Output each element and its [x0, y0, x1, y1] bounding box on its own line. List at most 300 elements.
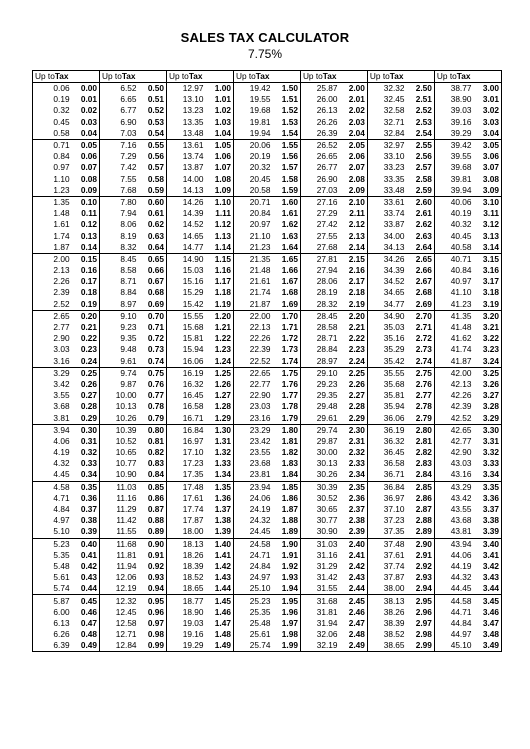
price-cell: 35.29 [367, 344, 406, 355]
price-cell: 38.00 [367, 583, 406, 595]
price-cell: 22.77 [233, 379, 272, 390]
price-cell: 30.13 [300, 458, 339, 469]
price-cell: 39.16 [434, 117, 473, 128]
price-cell: 16.84 [166, 424, 205, 436]
table-row [33, 287, 502, 298]
price-cell: 19.42 [233, 83, 272, 95]
price-cell: 6.52 [99, 83, 138, 95]
price-cell: 38.65 [367, 640, 406, 652]
price-cell: 22.90 [233, 390, 272, 401]
tax-cell: 2.54 [406, 128, 434, 140]
column-header-tax: Tax [121, 71, 136, 81]
price-cell: 14.90 [166, 253, 205, 265]
price-cell: 0.19 [33, 94, 72, 105]
tax-cell: 3.02 [473, 105, 501, 116]
price-cell: 13.35 [166, 117, 205, 128]
tax-cell: 1.32 [214, 447, 231, 458]
price-cell: 26.77 [300, 162, 339, 173]
tax-cell: 1.48 [214, 629, 231, 640]
price-cell: 36.58 [367, 458, 406, 469]
table-body [33, 83, 502, 652]
tax-cell: 3.15 [473, 253, 501, 265]
tax-cell: 0.34 [72, 469, 100, 481]
tax-cell: 2.34 [340, 469, 368, 481]
price-cell: 3.81 [33, 412, 72, 424]
price-cell: 14.13 [166, 185, 205, 197]
price-cell: 40.06 [434, 196, 473, 208]
price-cell: 23.42 [233, 436, 272, 447]
price-cell: 2.52 [33, 299, 72, 311]
price-cell: 24.97 [233, 572, 272, 583]
price-cell: 13.10 [166, 94, 205, 105]
price-cell: 26.26 [300, 117, 339, 128]
tax-cell: 1.61 [281, 208, 298, 219]
price-cell: 27.94 [300, 265, 339, 276]
table-row [33, 469, 502, 481]
tax-cell: 3.22 [473, 333, 501, 344]
table-row [33, 401, 502, 412]
tax-cell: 2.65 [415, 253, 432, 264]
price-cell: 10.39 [99, 424, 138, 436]
tax-cell: 2.01 [348, 94, 365, 105]
tax-cell: 2.05 [348, 140, 365, 151]
price-cell: 10.65 [99, 447, 138, 458]
price-cell: 14.26 [166, 196, 205, 208]
price-cell: 37.74 [367, 561, 406, 572]
price-cell: 35.03 [367, 322, 406, 333]
tax-cell: 2.82 [415, 447, 432, 458]
tax-cell: 0.47 [80, 617, 97, 628]
price-cell: 17.74 [166, 504, 205, 515]
price-cell: 24.32 [233, 515, 272, 526]
table-row [33, 196, 502, 208]
tax-cell: 2.40 [348, 538, 365, 549]
table-row [33, 242, 502, 254]
tax-cell: 3.48 [473, 629, 501, 640]
price-cell: 4.19 [33, 447, 72, 458]
price-cell: 34.39 [367, 265, 406, 276]
price-cell: 16.06 [166, 356, 205, 368]
tax-cell: 2.27 [348, 390, 365, 401]
table-row [33, 83, 502, 95]
price-cell: 36.19 [367, 424, 406, 436]
table-row [33, 412, 502, 424]
tax-cell: 0.60 [147, 196, 164, 207]
tax-cell: 3.30 [473, 424, 501, 436]
tax-cell: 1.75 [281, 367, 298, 378]
column-header-prefix: Up to [302, 71, 323, 81]
tax-cell: 3.29 [473, 412, 501, 424]
tax-cell: 1.95 [281, 595, 298, 606]
tax-cell: 0.89 [139, 526, 167, 538]
price-cell: 27.29 [300, 208, 339, 219]
price-cell: 41.74 [434, 344, 473, 355]
price-cell: 40.71 [434, 253, 473, 265]
price-cell: 30.77 [300, 515, 339, 526]
tax-cell: 0.72 [147, 333, 164, 344]
tax-cell: 3.47 [473, 618, 501, 629]
table-row [33, 629, 502, 640]
tax-cell: 0.22 [80, 333, 97, 344]
price-cell: 9.87 [99, 379, 138, 390]
tax-cell: 0.71 [147, 322, 164, 333]
table-row [33, 379, 502, 390]
tax-cell: 0.51 [147, 94, 164, 105]
price-cell: 8.97 [99, 299, 138, 311]
price-cell: 38.90 [434, 94, 473, 105]
tax-cell: 1.84 [273, 469, 301, 481]
price-cell: 29.61 [300, 412, 339, 424]
price-cell: 35.42 [367, 356, 406, 368]
price-cell: 35.81 [367, 390, 406, 401]
tax-cell: 2.53 [415, 116, 432, 127]
tax-cell: 2.78 [415, 401, 432, 412]
tax-cell: 3.16 [473, 265, 501, 276]
tax-cell: 1.80 [281, 424, 298, 435]
column-header-tax: Tax [322, 71, 337, 81]
tax-cell: 2.69 [406, 299, 434, 311]
tax-cell: 1.37 [214, 504, 231, 515]
price-cell: 21.48 [233, 265, 272, 276]
tax-cell: 1.63 [281, 230, 298, 241]
tax-cell: 0.05 [80, 140, 97, 151]
price-cell: 21.61 [233, 276, 272, 287]
tax-cell: 0.62 [147, 219, 164, 230]
tax-cell: 2.55 [415, 140, 432, 151]
price-cell: 33.48 [367, 185, 406, 197]
price-cell: 28.71 [300, 333, 339, 344]
table-row [33, 356, 502, 368]
table-row [33, 344, 502, 355]
tax-cell: 3.01 [473, 94, 501, 105]
price-cell: 42.26 [434, 390, 473, 401]
tax-cell: 2.07 [348, 162, 365, 173]
price-cell: 4.45 [33, 469, 72, 481]
price-cell: 7.80 [99, 196, 138, 208]
price-cell: 39.42 [434, 139, 473, 151]
tax-cell: 1.90 [281, 538, 298, 549]
tax-cell: 3.13 [473, 230, 501, 241]
tax-cell: 2.52 [415, 105, 432, 116]
tax-cell: 2.71 [415, 322, 432, 333]
tax-cell: 0.77 [147, 390, 164, 401]
price-cell: 3.68 [33, 401, 72, 412]
table-row [33, 151, 502, 162]
tax-cell: 1.66 [281, 265, 298, 276]
price-cell: 30.26 [300, 469, 339, 481]
column-header [367, 71, 434, 83]
tax-cell: 0.31 [80, 435, 97, 446]
price-cell: 15.55 [166, 310, 205, 322]
tax-cell: 2.68 [415, 287, 432, 298]
tax-cell: 2.88 [415, 515, 432, 526]
price-cell: 34.77 [367, 299, 406, 311]
price-cell: 7.55 [99, 174, 138, 185]
tax-cell: 2.49 [340, 640, 368, 652]
tax-cell: 0.20 [80, 310, 97, 321]
price-cell: 1.48 [33, 208, 72, 219]
price-cell: 15.03 [166, 265, 205, 276]
tax-cell: 2.75 [415, 367, 432, 378]
table-row [33, 219, 502, 230]
tax-cell: 0.09 [72, 185, 100, 197]
tax-cell: 2.19 [340, 299, 368, 311]
price-cell: 18.77 [166, 595, 205, 607]
price-cell: 23.29 [233, 424, 272, 436]
column-header-tax: Tax [188, 71, 203, 81]
tax-cell: 2.12 [348, 219, 365, 230]
tax-cell: 1.92 [281, 560, 298, 571]
tax-cell: 2.26 [348, 378, 365, 389]
tax-cell: 2.79 [406, 412, 434, 424]
tax-cell: 2.11 [349, 208, 365, 219]
tax-cell: 2.31 [348, 435, 365, 446]
tax-cell: 0.29 [72, 412, 100, 424]
tax-cell: 1.35 [214, 481, 231, 492]
price-cell: 21.23 [233, 242, 272, 254]
tax-cell: 0.30 [80, 424, 97, 435]
tax-cell: 0.92 [147, 560, 164, 571]
price-cell: 3.94 [33, 424, 72, 436]
tax-cell: 3.06 [473, 151, 501, 162]
table-row [33, 504, 502, 515]
tax-cell: 1.91 [281, 549, 298, 560]
price-cell: 7.16 [99, 139, 138, 151]
price-cell: 17.23 [166, 458, 205, 469]
price-cell: 43.81 [434, 526, 473, 538]
tax-cell: 1.97 [281, 617, 298, 628]
tax-cell: 3.11 [473, 208, 501, 219]
price-cell: 4.84 [33, 504, 72, 515]
price-cell: 30.90 [300, 526, 339, 538]
tax-cell: 1.24 [206, 356, 234, 368]
tax-cell: 2.91 [415, 549, 432, 560]
tax-cell: 0.74 [139, 356, 167, 368]
tax-cell: 3.25 [473, 367, 501, 379]
tax-cell: 2.60 [415, 196, 432, 207]
price-cell: 15.42 [166, 299, 205, 311]
price-cell: 41.23 [434, 299, 473, 311]
tax-cell: 0.96 [147, 606, 164, 617]
tax-cell: 1.60 [281, 196, 298, 207]
tax-cell: 1.17 [214, 276, 231, 287]
price-cell: 11.55 [99, 526, 138, 538]
table-row [33, 322, 502, 333]
tax-cell: 2.10 [348, 196, 365, 207]
tax-cell: 0.83 [147, 458, 164, 469]
price-cell: 4.97 [33, 515, 72, 526]
tax-cell: 3.14 [473, 242, 501, 254]
tax-cell: 0.06 [80, 151, 97, 162]
table-row [33, 493, 502, 504]
table-row [33, 550, 502, 561]
price-cell: 9.35 [99, 333, 138, 344]
price-cell: 31.94 [300, 618, 339, 629]
tax-cell: 3.36 [473, 493, 501, 504]
tax-cell: 1.05 [214, 140, 231, 151]
tax-cell: 0.45 [80, 595, 97, 606]
price-cell: 30.00 [300, 447, 339, 458]
tax-cell: 1.59 [273, 185, 301, 197]
tax-cell: 2.81 [415, 435, 432, 446]
price-cell: 8.32 [99, 242, 138, 254]
tax-cell: 2.20 [348, 310, 365, 321]
price-cell: 36.71 [367, 469, 406, 481]
column-header-tax: Tax [456, 71, 471, 81]
tax-cell: 0.43 [80, 572, 97, 583]
tax-cell: 3.40 [473, 538, 501, 550]
tax-cell: 2.64 [406, 242, 434, 254]
tax-cell: 2.33 [348, 458, 365, 469]
tax-cell: 0.24 [72, 356, 100, 368]
tax-cell: 1.79 [273, 412, 301, 424]
price-cell: 35.94 [367, 401, 406, 412]
price-cell: 33.61 [367, 196, 406, 208]
price-cell: 32.32 [367, 83, 406, 95]
tax-cell: 0.21 [80, 322, 97, 333]
tax-cell: 3.21 [473, 322, 501, 333]
tax-cell: 3.42 [473, 561, 501, 572]
price-cell: 29.35 [300, 390, 339, 401]
price-cell: 44.71 [434, 607, 473, 618]
tax-cell: 1.15 [214, 253, 231, 264]
price-cell: 16.71 [166, 412, 205, 424]
tax-cell: 3.26 [473, 379, 501, 390]
tax-cell: 2.59 [406, 185, 434, 197]
table-row [33, 105, 502, 116]
tax-cell: 1.13 [214, 230, 231, 241]
tax-cell: 1.89 [273, 526, 301, 538]
tax-cell: 0.91 [147, 549, 164, 560]
tax-cell: 2.25 [348, 367, 365, 378]
price-cell: 11.16 [99, 493, 138, 504]
price-cell: 12.84 [99, 640, 138, 652]
tax-cell: 1.03 [214, 116, 231, 127]
table-row [33, 538, 502, 550]
price-cell: 18.90 [166, 607, 205, 618]
price-cell: 19.55 [233, 94, 272, 105]
tax-cell: 1.14 [206, 242, 234, 254]
price-cell: 34.65 [367, 287, 406, 298]
price-cell: 20.06 [233, 139, 272, 151]
price-cell: 3.29 [33, 367, 72, 379]
tax-cell: 3.28 [473, 401, 501, 412]
table-row [33, 128, 502, 140]
tax-cell: 1.53 [281, 116, 298, 127]
price-cell: 7.42 [99, 162, 138, 173]
price-cell: 8.71 [99, 276, 138, 287]
price-cell: 1.35 [33, 196, 72, 208]
tax-cell: 2.63 [415, 230, 432, 241]
page-title: SALES TAX CALCULATOR [180, 30, 350, 45]
table-row [33, 276, 502, 287]
tax-cell: 0.18 [80, 287, 97, 298]
tax-cell: 2.42 [348, 560, 365, 571]
price-cell: 38.26 [367, 607, 406, 618]
tax-cell: 0.99 [139, 640, 167, 652]
tax-cell: 0.36 [80, 492, 97, 503]
price-cell: 37.87 [367, 572, 406, 583]
price-cell: 0.06 [33, 83, 72, 95]
tax-cell: 1.93 [281, 572, 298, 583]
tax-cell: 3.23 [473, 344, 501, 355]
tax-cell: 2.47 [348, 617, 365, 628]
tax-cell: 3.46 [473, 607, 501, 618]
table-row [33, 458, 502, 469]
price-cell: 8.58 [99, 265, 138, 276]
price-cell: 40.84 [434, 265, 473, 276]
tax-cell: 1.04 [206, 128, 234, 140]
price-cell: 1.61 [33, 219, 72, 230]
tax-cell: 3.43 [473, 572, 501, 583]
tax-cell: 2.67 [415, 276, 432, 287]
price-cell: 37.48 [367, 538, 406, 550]
tax-cell: 3.33 [473, 458, 501, 469]
tax-cell: 0.58 [147, 173, 164, 184]
price-cell: 15.81 [166, 333, 205, 344]
price-cell: 3.03 [33, 344, 72, 355]
tax-cell: 1.65 [281, 253, 298, 264]
table-row [33, 481, 502, 493]
tax-cell: 1.18 [214, 287, 231, 298]
price-cell: 20.84 [233, 208, 272, 219]
price-cell: 32.71 [367, 117, 406, 128]
tax-cell: 3.34 [473, 469, 501, 481]
tax-cell: 0.78 [147, 401, 164, 412]
table-row [33, 640, 502, 652]
tax-cell: 1.72 [281, 333, 298, 344]
tax-cell: 0.10 [80, 196, 97, 207]
price-cell: 18.26 [166, 550, 205, 561]
tax-cell: 1.26 [214, 378, 231, 389]
table-row [33, 390, 502, 401]
tax-cell: 1.71 [281, 322, 298, 333]
tax-cell: 2.09 [340, 185, 368, 197]
price-cell: 29.23 [300, 379, 339, 390]
price-cell: 26.90 [300, 174, 339, 185]
price-cell: 20.71 [233, 196, 272, 208]
price-cell: 8.06 [99, 219, 138, 230]
tax-cell: 3.32 [473, 447, 501, 458]
tax-cell: 0.65 [147, 253, 164, 264]
tax-cell: 2.45 [348, 595, 365, 606]
tax-cell: 0.63 [147, 230, 164, 241]
table-row [33, 230, 502, 241]
price-cell: 35.68 [367, 379, 406, 390]
price-cell: 32.84 [367, 128, 406, 140]
price-cell: 25.48 [233, 618, 272, 629]
tax-cell: 2.85 [415, 481, 432, 492]
tax-cell: 2.84 [406, 469, 434, 481]
column-header-prefix: Up to [168, 71, 189, 81]
price-cell: 43.55 [434, 504, 473, 515]
column-header-prefix: Up to [235, 71, 256, 81]
tax-cell: 1.07 [214, 162, 231, 173]
tax-cell: 1.99 [273, 640, 301, 652]
tax-cell: 1.23 [214, 344, 231, 355]
price-cell: 23.94 [233, 481, 272, 493]
price-cell: 8.19 [99, 230, 138, 241]
tax-table [32, 70, 502, 652]
tax-cell: 3.45 [473, 595, 501, 607]
price-cell: 38.77 [434, 83, 473, 95]
table-row [33, 333, 502, 344]
table-row [33, 515, 502, 526]
tax-cell: 1.10 [214, 196, 231, 207]
tax-cell: 0.84 [139, 469, 167, 481]
table-row [33, 185, 502, 197]
price-cell: 31.55 [300, 583, 339, 595]
